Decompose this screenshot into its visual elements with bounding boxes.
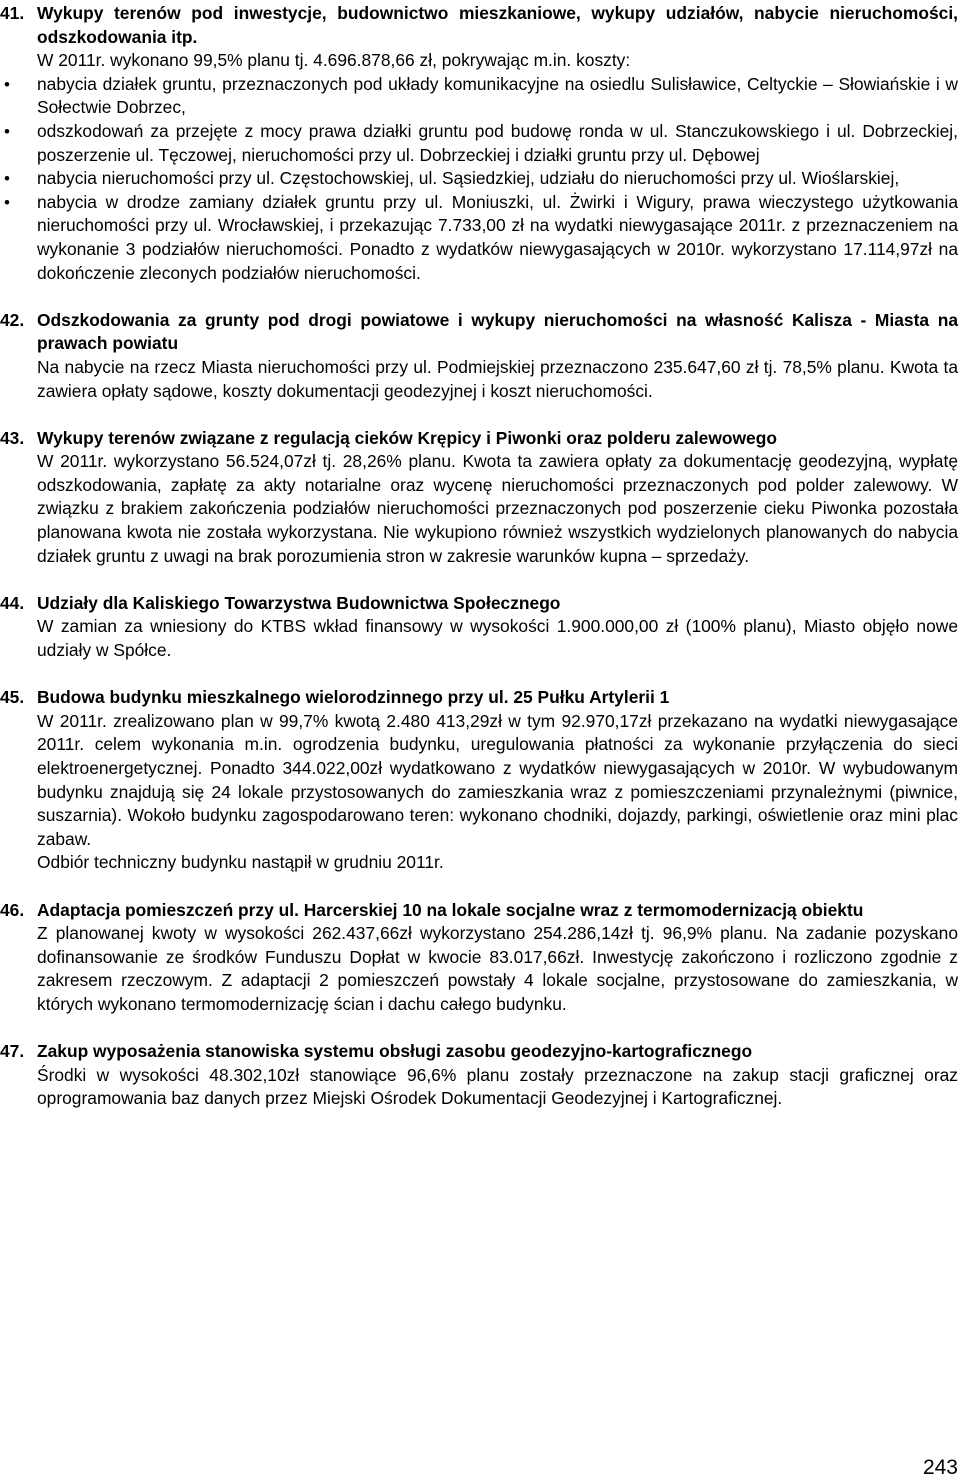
- section-number: 47.: [0, 1041, 25, 1062]
- section-title: Udziały dla Kaliskiego Towarzystwa Budownictwa Społecznego: [37, 592, 561, 613]
- section-body: [37, 450, 958, 568]
- bullet-item: • odszkodowań za przejęte z mocy prawa działki gruntu pod budowę ronda w ul. Stanczukowskiego i ul. Dobrzeckiej, poszerzenie ul. Tęczowej, nieruchomości przy ul. Dobrzeckiej i działki gruntu przy ul. Dębowej: [0, 120, 958, 167]
- paragraph: Środki w wysokości 48.302,10zł stanowiące 96,6% planu zostały przeznaczone na zakup stacji graficznej oraz oprogramowania baz danych przez Miejski Ośrodek Dokumentacji Geodezyjnej i Kartograficznej.: [37, 1064, 958, 1109]
- section-title: Wykupy terenów związane z regulacją cieków Krępicy i Piwonki oraz polderu zalewowego: [37, 427, 777, 448]
- section-title: Odszkodowania za grunty pod drogi powiatowe i wykupy nieruchomości na własność Kalisza - Miasta na prawach powiatu: [37, 309, 958, 354]
- section-body: [37, 356, 958, 403]
- section-43: [0, 427, 958, 569]
- section-title: Adaptacja pomieszczeń przy ul. Harcerskiej 10 na lokale socjalne wraz z termomodernizacją obiektu: [37, 899, 864, 920]
- page-number: 243: [922, 1456, 958, 1480]
- bullet-list: [0, 73, 958, 285]
- bullet-item: • nabycia nieruchomości przy ul. Częstochowskiej, ul. Sąsiedzkiej, udziału do nieruchomości przy ul. Wioślarskiej,: [0, 167, 958, 191]
- section-number: 46.: [0, 899, 25, 920]
- section-body: [37, 615, 958, 662]
- bullet-item: • nabycia w drodze zamiany działek gruntu przy ul. Moniuszki, ul. Żwirki i Wigury, prawa wieczystego użytkowania nieruchomości przy ul. Wrocławskiej, i przekazując 7.733,00 zł na wydatki niewygasające 2011r. z przeznaczeniem na wykonanie 3 podziałów nieruchomości. Ponadto z wydatków niewygasających w 2010r. wykorzystano 17.114,97zł na dokończenie zleconych podziałów nieruchomości.: [0, 191, 958, 285]
- section-body: [37, 49, 958, 73]
- paragraph: Na nabycie na rzecz Miasta nieruchomości przy ul. Podmiejskiej przeznaczono 235.647,60 zł tj. 78,5% planu. Kwota ta zawiera opłaty sądowe, koszty dokumentacji geodezyjnej i koszt nieruchomości.: [37, 356, 958, 401]
- paragraph: W 2011r. wykorzystano 56.524,07zł tj. 28,26% planu. Kwota ta zawiera opłaty za dokumentację geodezyjną, wypłatę odszkodowania, zapłatę za akty notarialne oraz wycenę nieruchomości przeznaczonych pod polder zalewowy. W związku z brakiem zakończenia podziałów nieruchomości przeznaczonych pod poszerzenie cieku Piwonka pozostała planowana kwota nie została wykorzystana. Nie wykupiono również wszystkich wydzielonych planowanych do nabycia działek gruntu z uwagi na brak porozumienia stron w zakresie warunków kupna – sprzedaży.: [37, 451, 958, 566]
- section-45: [0, 686, 958, 875]
- section-heading: [0, 2, 958, 49]
- section-body: [37, 710, 958, 875]
- paragraph: W 2011r. zrealizowano plan w 99,7% kwotą 2.480 413,29zł w tym 92.970,17zł przekazano na wydatki niewygasające 2011r. celem wykonania m.in. ogrodzenia budynku, uregulowania płatności za wykonanie przyłączenia do sieci elektroenergetycznej. Ponadto 344.022,00zł wydatkowano z wydatków niewygasających w 2010r. W wybudowanym budynku znajdują się 24 lokale przystosowanych do zamieszkania wraz z pomieszczeniami przynależnymi (piwnice, suszarnia). Wokoło budynku zagospodarowano teren: wykonano chodniki, dojazdy, parkingi, oświetlenie oraz mini plac zabaw.: [37, 710, 958, 849]
- section-number: 45.: [0, 687, 25, 708]
- document-page: [0, 2, 958, 1135]
- section-heading: [0, 309, 958, 356]
- section-number: 42.: [0, 309, 25, 330]
- paragraph: Z planowanej kwoty w wysokości 262.437,66zł wykorzystano 254.286,14zł tj. 96,9% planu. Na zadanie pozyskano dofinansowanie ze środków Funduszu Dopłat w kwocie 83.017,66zł. Inwestycję zakończono i rozliczono zgodnie z zakresem rzeczowym. Z adaptacji 2 pomieszczeń powstały 4 lokale socjalne, przystosowane do zamieszkania, w których wykonano termomodernizację ścian i dachu całego budynku.: [37, 923, 958, 1014]
- section-body: [37, 1064, 958, 1111]
- section-46: [0, 899, 958, 1017]
- section-42: [0, 309, 958, 403]
- bullet-item: • nabycia działek gruntu, przeznaczonych pod układy komunikacyjne na osiedlu Sulisławice, Celtyckie – Słowiańskie i w Sołectwie Dobrzec,: [0, 73, 958, 120]
- section-heading: [0, 686, 958, 710]
- section-heading: [0, 427, 958, 451]
- section-number: 44.: [0, 592, 25, 613]
- section-41: [0, 2, 958, 285]
- section-44: [0, 592, 958, 663]
- paragraph: Odbiór techniczny budynku nastąpił w grudniu 2011r.: [37, 852, 444, 873]
- section-number: 41.: [0, 3, 25, 23]
- section-heading: [0, 1040, 958, 1064]
- section-47: [0, 1040, 958, 1111]
- section-heading: [0, 592, 958, 616]
- paragraph: W zamian za wniesiony do KTBS wkład finansowy w wysokości 1.900.000,00 zł (100% planu), Miasto objęło nowe udziały w Spółce.: [37, 616, 958, 661]
- section-title: Budowa budynku mieszkalnego wielorodzinnego przy ul. 25 Pułku Artylerii 1: [37, 687, 670, 708]
- section-title: Zakup wyposażenia stanowiska systemu obsługi zasobu geodezyjno-kartograficznego: [37, 1041, 753, 1062]
- section-body: [37, 922, 958, 1016]
- section-heading: [0, 899, 958, 923]
- section-intro: W 2011r. wykonano 99,5% planu tj. 4.696.878,66 zł, pokrywając m.in. koszty:: [37, 50, 631, 71]
- section-number: 43.: [0, 427, 25, 448]
- section-title: Wykupy terenów pod inwestycje, budownictwo mieszkaniowe, wykupy udziałów, nabycie nieruchomości, odszkodowania itp.: [37, 3, 958, 47]
